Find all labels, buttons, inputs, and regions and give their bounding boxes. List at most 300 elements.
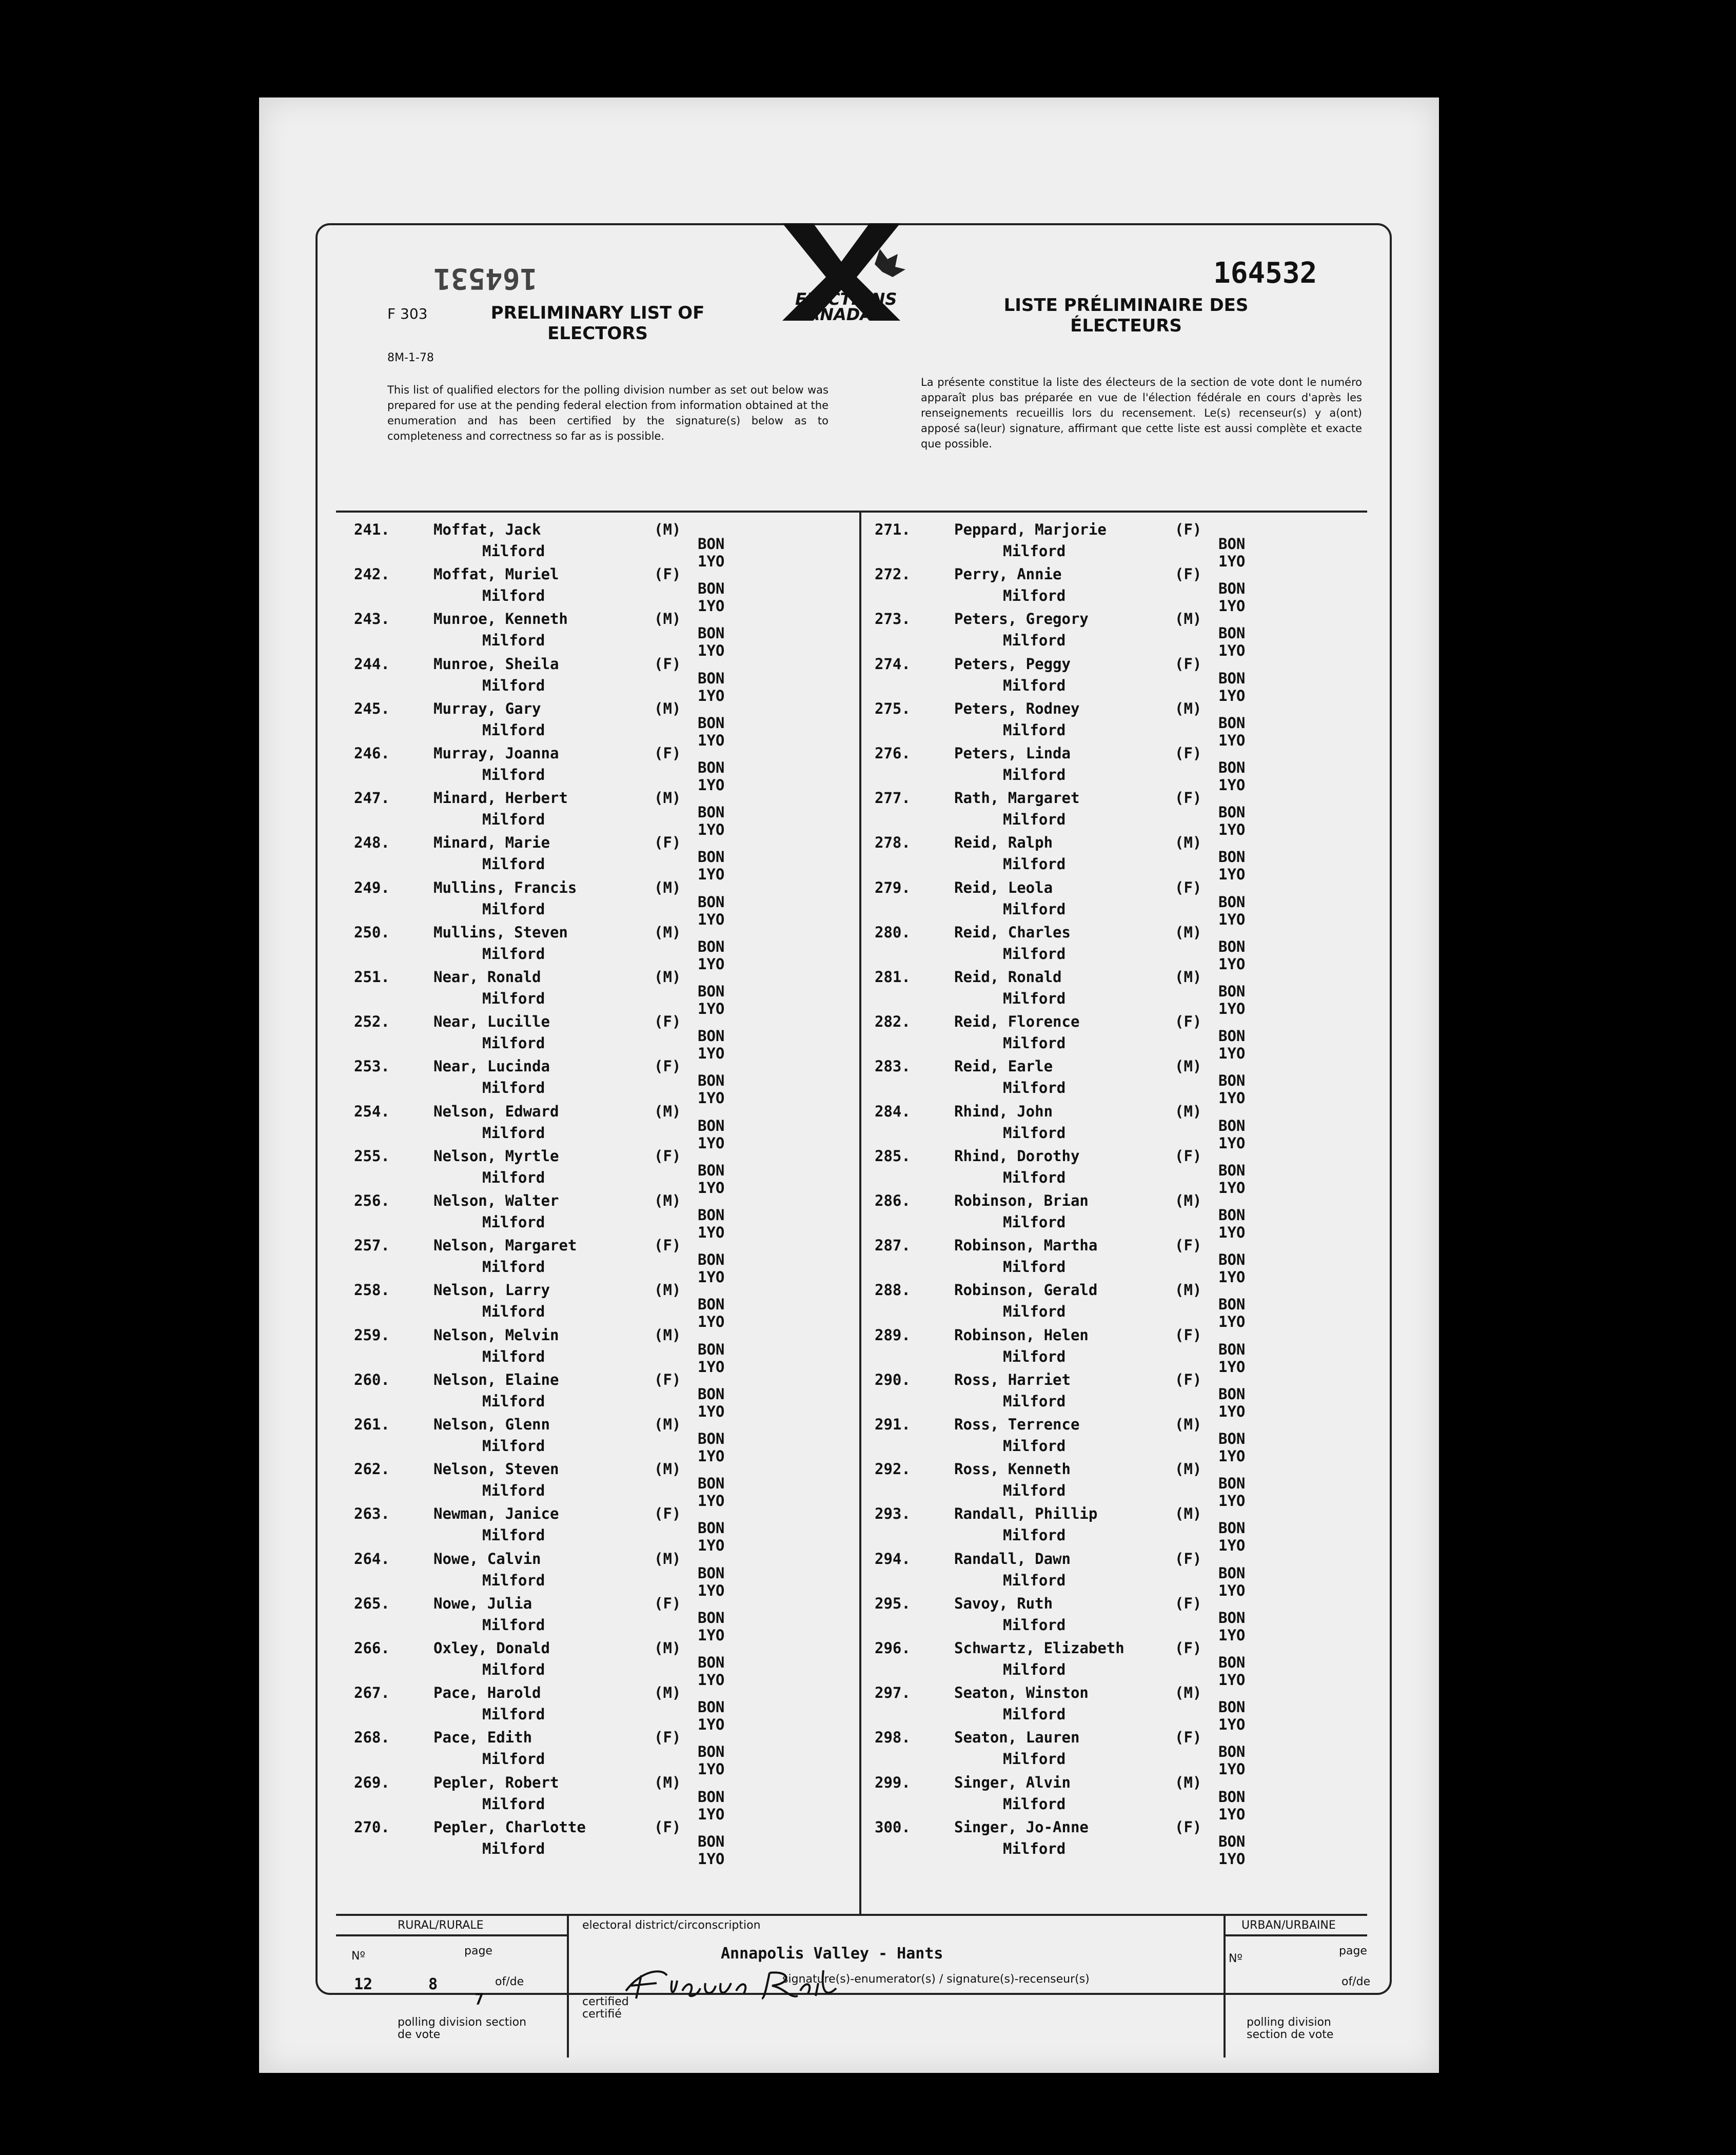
elector-sex: (M) — [1175, 610, 1202, 628]
elector-name: Rhind, John — [954, 1102, 1053, 1120]
column-divider — [859, 511, 861, 1914]
elector-number: 292. — [875, 1460, 911, 1478]
elector-name: Moffat, Jack — [433, 521, 541, 538]
elector-name: Peters, Linda — [954, 745, 1071, 762]
elector-sex: (M) — [1175, 1505, 1202, 1523]
elector-place: Milford — [482, 1795, 545, 1813]
elector-postal-code: BON 1YO — [698, 1027, 725, 1063]
elector-sex: (M) — [654, 1773, 681, 1791]
elector-sex: (F) — [654, 834, 681, 852]
title-french — [993, 295, 1259, 336]
elector-sex: (F) — [1175, 1237, 1202, 1255]
elector-number: 263. — [354, 1505, 390, 1523]
elector-postal-code: BON 1YO — [1218, 1654, 1246, 1689]
elector-place: Milford — [1003, 855, 1066, 873]
elector-name: Rath, Margaret — [954, 789, 1080, 807]
elector-place: Milford — [1003, 1706, 1066, 1723]
elector-place: Milford — [482, 1616, 545, 1634]
elector-number: 244. — [354, 655, 390, 673]
title-en-line2: ELECTORS — [547, 323, 648, 344]
elector-place: Milford — [1003, 1392, 1066, 1410]
elector-postal-code: BON 1YO — [698, 1654, 725, 1689]
elector-sex: (F) — [1175, 1818, 1202, 1836]
elector-place: Milford — [482, 542, 545, 560]
elector-name: Moffat, Muriel — [433, 565, 559, 583]
elector-place: Milford — [1003, 721, 1066, 739]
elector-sex: (F) — [1175, 1550, 1202, 1568]
elector-place: Milford — [1003, 1034, 1066, 1052]
elector-postal-code: BON 1YO — [698, 937, 725, 973]
elector-sex: (M) — [654, 1192, 681, 1209]
elector-place: Milford — [482, 811, 545, 829]
elector-name: Peters, Rodney — [954, 699, 1080, 717]
elector-sex: (F) — [654, 1818, 681, 1836]
elector-postal-code: BON 1YO — [1218, 1430, 1246, 1465]
elector-postal-code: BON 1YO — [1218, 624, 1246, 660]
elector-postal-code: BON 1YO — [698, 1161, 725, 1197]
elector-place: Milford — [1003, 945, 1066, 963]
elector-number: 293. — [875, 1505, 911, 1523]
elector-name: Near, Ronald — [433, 968, 541, 986]
elector-place: Milford — [482, 1750, 545, 1768]
elector-number: 287. — [875, 1237, 911, 1255]
elector-number: 273. — [875, 610, 911, 628]
elector-sex: (F) — [1175, 1326, 1202, 1344]
elector-postal-code: BON 1YO — [698, 1609, 725, 1644]
of-label-left: of/de — [495, 1975, 524, 1988]
elector-number: 253. — [354, 1057, 390, 1075]
elector-name: Robinson, Martha — [954, 1237, 1098, 1255]
elector-number: 246. — [354, 745, 390, 762]
elector-number: 248. — [354, 834, 390, 852]
elector-postal-code: BON 1YO — [1218, 1116, 1246, 1152]
elector-place: Milford — [1003, 1661, 1066, 1678]
elector-name: Perry, Annie — [954, 565, 1062, 583]
elector-place: Milford — [1003, 1839, 1066, 1857]
logo-text-line2: CANADA — [795, 305, 873, 324]
elector-sex: (M) — [1175, 1281, 1202, 1299]
elector-sex: (F) — [654, 565, 681, 583]
polling-division-number: 12 — [354, 1975, 373, 1993]
elector-name: Pace, Edith — [433, 1729, 532, 1747]
elector-name: Reid, Earle — [954, 1057, 1053, 1075]
document-sheet — [259, 97, 1439, 2073]
elector-sex: (M) — [654, 1460, 681, 1478]
elector-name: Singer, Alvin — [954, 1773, 1071, 1791]
elector-place: Milford — [482, 1034, 545, 1052]
elector-name: Randall, Dawn — [954, 1550, 1071, 1568]
elector-place: Milford — [482, 945, 545, 963]
elector-place: Milford — [482, 1482, 545, 1500]
elector-postal-code: BON 1YO — [698, 1832, 725, 1868]
elector-number: 288. — [875, 1281, 911, 1299]
elector-number: 280. — [875, 923, 911, 941]
elector-postal-code: BON 1YO — [698, 804, 725, 839]
elector-number: 268. — [354, 1729, 390, 1747]
elector-postal-code: BON 1YO — [1218, 1519, 1246, 1555]
certified-label: certified certifié — [582, 1995, 629, 2021]
mirrored-serial-number: 164531 — [433, 262, 538, 295]
rural-label: RURAL/RURALE — [398, 1919, 484, 1932]
elector-sex: (M) — [654, 1550, 681, 1568]
urban-no-label: Nº — [1229, 1952, 1242, 1965]
elector-name: Seaton, Lauren — [954, 1729, 1080, 1747]
elector-postal-code: BON 1YO — [1218, 1788, 1246, 1823]
elector-postal-code: BON 1YO — [1218, 1564, 1246, 1599]
elector-number: 242. — [354, 565, 390, 583]
elector-place: Milford — [1003, 1482, 1066, 1500]
elector-place: Milford — [1003, 1213, 1066, 1231]
elector-postal-code: BON 1YO — [698, 580, 725, 615]
elector-postal-code: BON 1YO — [1218, 983, 1246, 1017]
elector-number: 283. — [875, 1057, 911, 1075]
elector-number: 275. — [875, 699, 911, 717]
elector-sex: (F) — [654, 1147, 681, 1165]
elector-name: Robinson, Brian — [954, 1192, 1089, 1209]
elector-postal-code: BON 1YO — [1218, 893, 1246, 928]
elector-name: Peters, Gregory — [954, 610, 1089, 628]
elector-sex: (M) — [1175, 1416, 1202, 1433]
elector-number: 257. — [354, 1237, 390, 1255]
elector-number: 267. — [354, 1684, 390, 1702]
elector-sex: (M) — [1175, 834, 1202, 852]
elector-place: Milford — [1003, 1168, 1066, 1186]
elector-name: Reid, Ralph — [954, 834, 1053, 852]
elector-name: Rhind, Dorothy — [954, 1147, 1080, 1165]
form-code: F 303 — [387, 305, 428, 322]
elector-place: Milford — [482, 676, 545, 694]
elector-number: 281. — [875, 968, 911, 986]
elector-sex: (F) — [1175, 655, 1202, 673]
elector-number: 261. — [354, 1416, 390, 1433]
elector-place: Milford — [1003, 1795, 1066, 1813]
elector-number: 289. — [875, 1326, 911, 1344]
elector-name: Nelson, Walter — [433, 1192, 559, 1209]
elector-number: 272. — [875, 565, 911, 583]
elector-place: Milford — [1003, 1124, 1066, 1142]
elector-number: 296. — [875, 1639, 911, 1657]
elector-postal-code: BON 1YO — [698, 1296, 725, 1331]
elector-number: 274. — [875, 655, 911, 673]
elector-place: Milford — [482, 1168, 545, 1186]
elector-sex: (M) — [654, 878, 681, 896]
elector-name: Murray, Gary — [433, 699, 541, 717]
elector-place: Milford — [1003, 990, 1066, 1007]
elector-name: Newman, Janice — [433, 1505, 559, 1523]
elector-sex: (F) — [1175, 1147, 1202, 1165]
footer-divider-left — [567, 1914, 569, 2058]
elector-postal-code: BON 1YO — [698, 1519, 725, 1555]
page-label-left: page — [464, 1945, 492, 1957]
elector-number: 255. — [354, 1147, 390, 1165]
elector-place: Milford — [482, 1839, 545, 1857]
elector-name: Munroe, Sheila — [433, 655, 559, 673]
elector-place: Milford — [482, 1706, 545, 1723]
footer-divider-right — [1224, 1914, 1226, 2058]
elector-place: Milford — [482, 1526, 545, 1544]
elector-number: 251. — [354, 968, 390, 986]
elector-number: 276. — [875, 745, 911, 762]
elector-name: Nelson, Margaret — [433, 1237, 577, 1255]
elector-sex: (F) — [654, 655, 681, 673]
elector-place: Milford — [1003, 1750, 1066, 1768]
elector-postal-code: BON 1YO — [698, 669, 725, 704]
elector-place: Milford — [1003, 1571, 1066, 1589]
elector-postal-code: BON 1YO — [698, 1698, 725, 1734]
title-en-line1: PRELIMINARY LIST OF — [490, 303, 705, 323]
elector-name: Nelson, Larry — [433, 1281, 550, 1299]
elector-postal-code: BON 1YO — [698, 1475, 725, 1510]
elector-name: Nelson, Steven — [433, 1460, 559, 1478]
elector-place: Milford — [482, 900, 545, 918]
elector-postal-code: BON 1YO — [1218, 1340, 1246, 1376]
elector-postal-code: BON 1YO — [698, 1743, 725, 1778]
elector-postal-code: BON 1YO — [1218, 1251, 1246, 1286]
elector-name: Randall, Phillip — [954, 1505, 1098, 1523]
elector-sex: (F) — [654, 1370, 681, 1388]
elector-sex: (M) — [1175, 1460, 1202, 1478]
elector-name: Ross, Terrence — [954, 1416, 1080, 1433]
elector-place: Milford — [1003, 632, 1066, 650]
elector-postal-code: BON 1YO — [698, 983, 725, 1017]
elector-place: Milford — [482, 1213, 545, 1231]
elector-place: Milford — [482, 1437, 545, 1455]
polling-division-label-left: polling division section de vote — [398, 2016, 527, 2041]
elector-number: 254. — [354, 1102, 390, 1120]
elector-place: Milford — [482, 855, 545, 873]
elector-sex: (F) — [1175, 1370, 1202, 1388]
elector-sex: (F) — [654, 1729, 681, 1747]
elector-name: Mullins, Steven — [433, 923, 568, 941]
elector-postal-code: BON 1YO — [698, 714, 725, 749]
elector-sex: (M) — [1175, 1102, 1202, 1120]
elector-number: 260. — [354, 1370, 390, 1388]
elector-sex: (F) — [1175, 565, 1202, 583]
elector-sex: (F) — [1175, 1594, 1202, 1612]
elector-postal-code: BON 1YO — [1218, 580, 1246, 615]
elector-postal-code: BON 1YO — [1218, 1832, 1246, 1868]
elector-postal-code: BON 1YO — [1218, 1206, 1246, 1241]
elector-number: 269. — [354, 1773, 390, 1791]
elector-postal-code: BON 1YO — [1218, 1475, 1246, 1510]
elector-place: Milford — [482, 587, 545, 605]
elector-place: Milford — [1003, 1526, 1066, 1544]
elector-place: Milford — [1003, 542, 1066, 560]
elector-sex: (M) — [654, 610, 681, 628]
elector-number: 279. — [875, 878, 911, 896]
elector-name: Pepler, Robert — [433, 1773, 559, 1791]
elector-sex: (M) — [1175, 1192, 1202, 1209]
elector-number: 278. — [875, 834, 911, 852]
polling-no-label: Nº — [351, 1950, 365, 1963]
elector-sex: (F) — [654, 1594, 681, 1612]
elector-name: Pepler, Charlotte — [433, 1818, 586, 1836]
elector-sex: (F) — [654, 745, 681, 762]
elector-postal-code: BON 1YO — [1218, 1296, 1246, 1331]
elector-postal-code: BON 1YO — [1218, 1161, 1246, 1197]
elector-postal-code: BON 1YO — [1218, 848, 1246, 884]
elector-name: Nelson, Glenn — [433, 1416, 550, 1433]
elector-sex: (M) — [1175, 1773, 1202, 1791]
elector-number: 277. — [875, 789, 911, 807]
elector-number: 286. — [875, 1192, 911, 1209]
elector-sex: (M) — [1175, 923, 1202, 941]
elector-number: 266. — [354, 1639, 390, 1657]
elector-sex: (F) — [1175, 789, 1202, 807]
elector-name: Mullins, Francis — [433, 878, 577, 896]
elector-number: 265. — [354, 1594, 390, 1612]
elector-name: Nowe, Julia — [433, 1594, 532, 1612]
elector-number: 297. — [875, 1684, 911, 1702]
elector-number: 258. — [354, 1281, 390, 1299]
elector-number: 284. — [875, 1102, 911, 1120]
form-ref: 8M-1-78 — [387, 351, 434, 364]
elector-sex: (F) — [654, 1013, 681, 1031]
enumerator-signature — [621, 1960, 887, 2006]
elector-name: Savoy, Ruth — [954, 1594, 1053, 1612]
elector-postal-code: BON 1YO — [698, 1788, 725, 1823]
elector-place: Milford — [482, 1392, 545, 1410]
elector-postal-code: BON 1YO — [1218, 1072, 1246, 1107]
footer-top-rule — [336, 1914, 1367, 1916]
elector-place: Milford — [1003, 1258, 1066, 1276]
elector-name: Nowe, Calvin — [433, 1550, 541, 1568]
elector-postal-code: BON 1YO — [1218, 1609, 1246, 1644]
elector-name: Reid, Leola — [954, 878, 1053, 896]
rural-header-rule — [336, 1934, 567, 1936]
elector-number: 270. — [354, 1818, 390, 1836]
elector-number: 294. — [875, 1550, 911, 1568]
elector-name: Peters, Peggy — [954, 655, 1071, 673]
title-english — [464, 303, 731, 344]
elector-postal-code: BON 1YO — [698, 1251, 725, 1286]
elector-postal-code: BON 1YO — [1218, 759, 1246, 794]
elector-number: 250. — [354, 923, 390, 941]
elector-sex: (M) — [1175, 699, 1202, 717]
title-fr-line2: ÉLECTEURS — [1070, 316, 1182, 336]
elector-sex: (F) — [1175, 745, 1202, 762]
elector-sex: (F) — [1175, 1729, 1202, 1747]
elector-postal-code: BON 1YO — [698, 1206, 725, 1241]
elector-sex: (M) — [654, 1102, 681, 1120]
elector-postal-code: BON 1YO — [698, 1430, 725, 1465]
elector-sex: (F) — [654, 1505, 681, 1523]
elector-sex: (M) — [654, 1684, 681, 1702]
elector-name: Nelson, Melvin — [433, 1326, 559, 1344]
urban-label: URBAN/URBAINE — [1241, 1919, 1336, 1932]
elector-postal-code: BON 1YO — [1218, 535, 1246, 570]
elector-postal-code: BON 1YO — [698, 848, 725, 884]
elector-postal-code: BON 1YO — [1218, 714, 1246, 749]
logo-text-line1: ELECTIONS — [795, 289, 897, 309]
elector-place: Milford — [482, 1079, 545, 1097]
elector-postal-code: BON 1YO — [698, 893, 725, 928]
elector-sex: (F) — [1175, 521, 1202, 538]
elector-number: 290. — [875, 1370, 911, 1388]
elector-place: Milford — [1003, 1616, 1066, 1634]
elector-place: Milford — [482, 1661, 545, 1678]
elector-number: 271. — [875, 521, 911, 538]
elector-name: Pace, Harold — [433, 1684, 541, 1702]
elector-place: Milford — [482, 1124, 545, 1142]
elector-sex: (F) — [1175, 1013, 1202, 1031]
elector-postal-code: BON 1YO — [1218, 1385, 1246, 1420]
elector-name: Near, Lucinda — [433, 1057, 550, 1075]
elector-name: Singer, Jo-Anne — [954, 1818, 1089, 1836]
urban-header-rule — [1224, 1934, 1367, 1936]
elector-number: 259. — [354, 1326, 390, 1344]
elector-place: Milford — [482, 766, 545, 783]
elector-place: Milford — [482, 990, 545, 1007]
elector-place: Milford — [482, 1258, 545, 1276]
elector-sex: (F) — [654, 1057, 681, 1075]
elector-sex: (M) — [1175, 1057, 1202, 1075]
table-top-rule — [336, 511, 1367, 513]
elector-place: Milford — [1003, 1437, 1066, 1455]
elector-number: 245. — [354, 699, 390, 717]
elector-sex: (M) — [654, 923, 681, 941]
page-of-number: 7 — [475, 1991, 484, 2009]
elector-sex: (F) — [1175, 1639, 1202, 1657]
elector-place: Milford — [482, 1571, 545, 1589]
elector-place: Milford — [1003, 1079, 1066, 1097]
electoral-district-value: Annapolis Valley - Hants — [721, 1945, 943, 1963]
elector-name: Seaton, Winston — [954, 1684, 1089, 1702]
elector-name: Oxley, Donald — [433, 1639, 550, 1657]
elector-sex: (M) — [654, 789, 681, 807]
elector-postal-code: BON 1YO — [698, 1564, 725, 1599]
elector-number: 291. — [875, 1416, 911, 1433]
elector-sex: (M) — [654, 1416, 681, 1433]
elector-number: 285. — [875, 1147, 911, 1165]
elector-name: Murray, Joanna — [433, 745, 559, 762]
signature-label: signature(s)-enumerator(s) / signature(s)-recenseur(s) — [782, 1973, 1090, 1986]
elector-place: Milford — [482, 721, 545, 739]
elector-number: 252. — [354, 1013, 390, 1031]
elector-name: Minard, Marie — [433, 834, 550, 852]
title-fr-line1: LISTE PRÉLIMINAIRE DES — [1003, 295, 1249, 316]
intro-french: La présente constitue la liste des électeurs de la section de vote dont le numéro apparaît plus bas préparée en vue de l'élection fédérale en cours d'après les renseignements recueillis lors du recensement. Le(s) recenseur(s) y a(ont) apposé sa(leur) signature, affirmant que cette liste est aussi complète et exacte que possible. — [921, 376, 1362, 450]
page-number: 8 — [428, 1975, 438, 1993]
elector-sex: (M) — [654, 1326, 681, 1344]
elector-number: 247. — [354, 789, 390, 807]
elector-number: 299. — [875, 1773, 911, 1791]
elector-postal-code: BON 1YO — [1218, 1027, 1246, 1063]
elector-place: Milford — [1003, 766, 1066, 783]
elector-number: 300. — [875, 1818, 911, 1836]
elector-sex: (M) — [654, 1639, 681, 1657]
elector-number: 282. — [875, 1013, 911, 1031]
elector-postal-code: BON 1YO — [698, 1385, 725, 1420]
elector-place: Milford — [1003, 1347, 1066, 1365]
elector-name: Reid, Ronald — [954, 968, 1062, 986]
elector-sex: (M) — [1175, 1684, 1202, 1702]
elector-place: Milford — [482, 1347, 545, 1365]
elector-name: Reid, Charles — [954, 923, 1071, 941]
elector-name: Nelson, Elaine — [433, 1370, 559, 1388]
elector-name: Schwartz, Elizabeth — [954, 1639, 1125, 1657]
elector-place: Milford — [1003, 900, 1066, 918]
elector-sex: (M) — [654, 521, 681, 538]
intro-english: This list of qualified electors for the polling division number as set out below was prepared for use at the pending federal election from information obtained at the enumeration and has been certified by the signature(s) below as to completeness and correctness so far as is possible. — [387, 384, 828, 442]
elector-number: 295. — [875, 1594, 911, 1612]
elector-sex: (M) — [654, 1281, 681, 1299]
elector-place: Milford — [1003, 676, 1066, 694]
elector-postal-code: BON 1YO — [698, 535, 725, 570]
elector-name: Nelson, Myrtle — [433, 1147, 559, 1165]
elector-number: 298. — [875, 1729, 911, 1747]
of-label-right: of/de — [1342, 1975, 1371, 1988]
